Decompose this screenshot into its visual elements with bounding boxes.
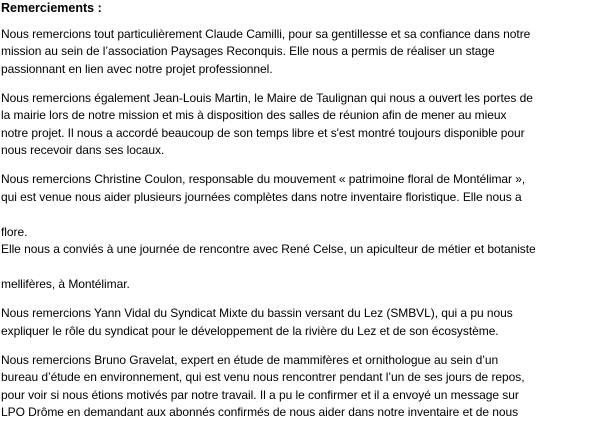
text-line: Elle nous a conviés à une journée de rencontre avec René Celse, un apiculteur de métier et botaniste <box>1 242 536 256</box>
text-line: Nous remercions également Jean-Louis Martin, le Maire de Taulignan qui nous a ouvert les portes de <box>1 90 533 105</box>
text-line: mission au sein de l’association Paysages Reconquis. Elle nous a permis de réaliser un stage <box>1 44 495 58</box>
text-line: Nous remercions Yann Vidal du Syndicat Mixte du bassin versant du Lez (SMBVL), qui a pu nous <box>1 306 513 320</box>
paragraph-yann-vidal <box>1 305 611 340</box>
text-line: mellifères, à Montélimar. <box>1 277 130 291</box>
text-line: Nous remercions Christine Coulon, responsable du mouvement « patrimoine floral de Montélimar », <box>1 172 526 186</box>
text-line: passionnant en lien avec notre projet professionnel. <box>1 61 273 76</box>
text-line: nous recevoir dans ses locaux. <box>1 143 165 157</box>
text-line: bureau d’étude en environnement, qui est venu nous rencontrer pendant l’un de ses jours de repos, <box>1 370 525 384</box>
text-line: pour voir si nous étions motivés par notre travail. Il a pu le confirmer et il a envoyé un message sur <box>1 387 519 402</box>
paragraph-claude-camilli <box>1 26 611 79</box>
text-line: qui est venue nous aider plusieurs journées complètes dans notre inventaire floristique. Elle nous a <box>1 189 522 204</box>
text-line: Nous remercions Bruno Gravelat, expert en étude de mammifères et ornithologue au sein d’un <box>1 352 499 367</box>
text-line: la mairie lors de notre mission et mis à disposition des salles de réunion afin de mener au mieux <box>1 108 507 122</box>
text-line: Nous remercions tout particulièrement Claude Camilli, pour sa gentillesse et sa confiance dans notre <box>1 26 531 41</box>
blank-line <box>1 206 611 224</box>
paragraph-jean-louis-martin <box>1 90 611 160</box>
text-line: notre projet. Il nous a accordé beaucoup de son temps libre et s'est montré toujours disponible pour <box>1 125 525 140</box>
section-title: Remerciements : <box>1 1 102 15</box>
paragraph-bruno-gravelat <box>1 352 611 422</box>
text-line: expliquer le rôle du syndicat pour le développement de la rivière du Lez et de son écosystème. <box>1 323 499 338</box>
text-line: flore. <box>1 224 28 239</box>
paragraph-christine-coulon <box>1 171 611 294</box>
blank-line <box>1 259 611 277</box>
text-line: LPO Drôme en demandant aux abonnés confirmés de nous aider dans notre inventaire et de nous <box>1 405 519 419</box>
